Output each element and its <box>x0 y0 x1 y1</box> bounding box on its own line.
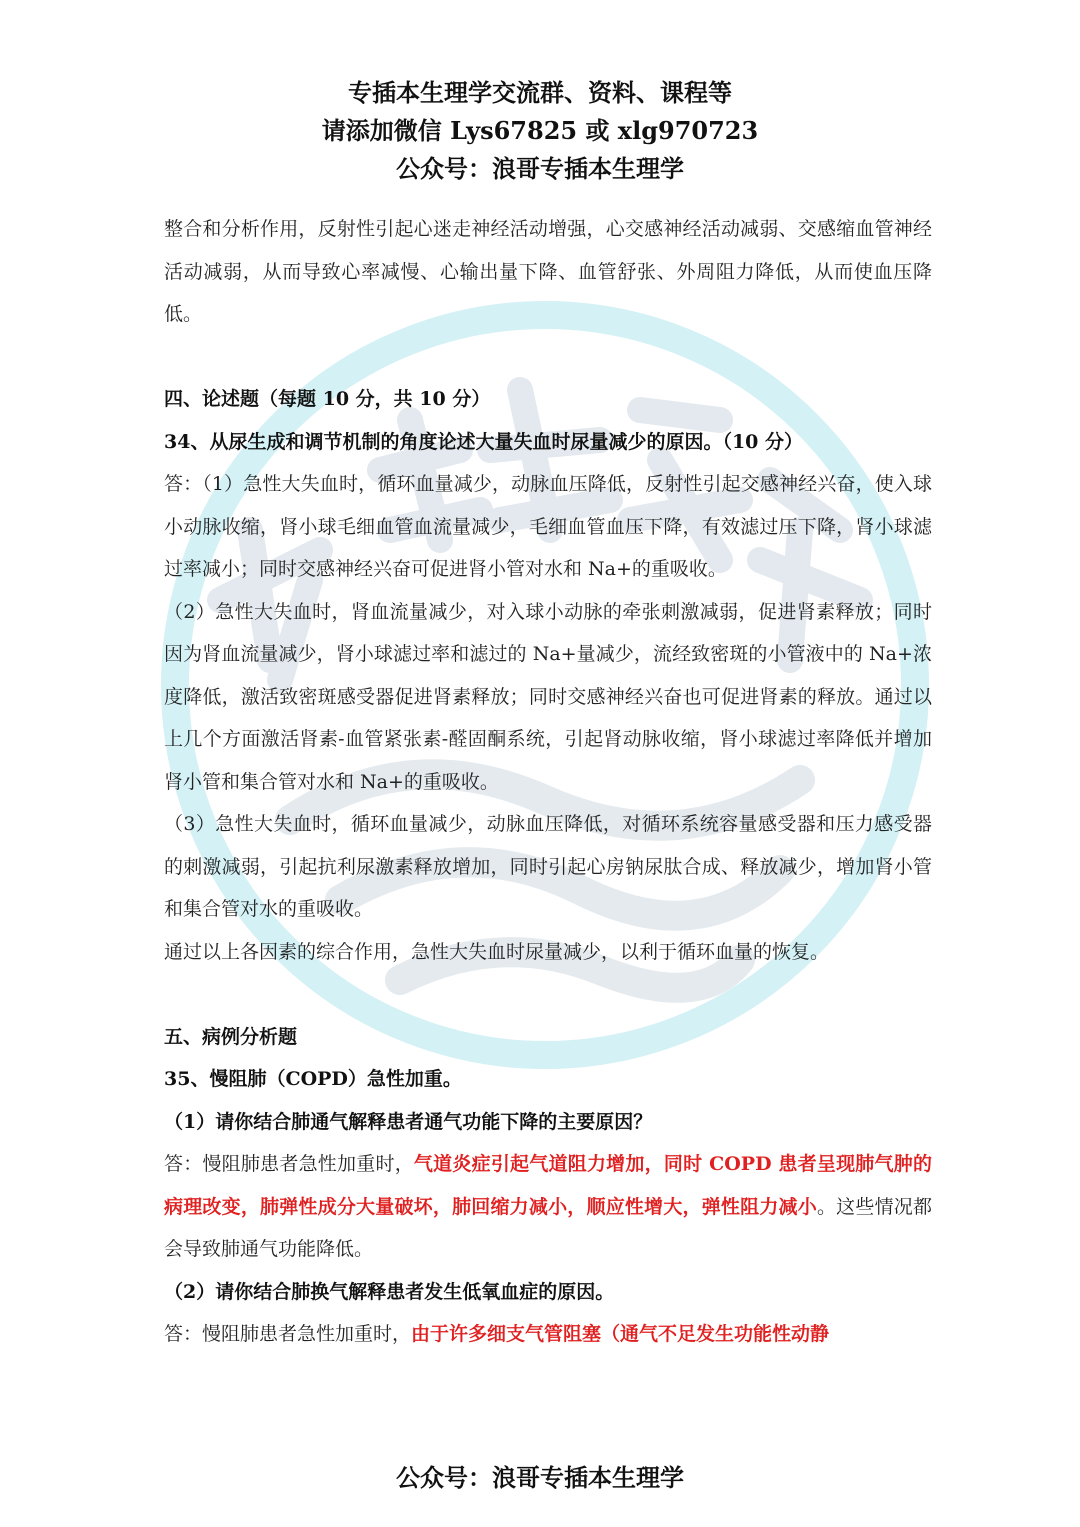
answer-2-prefix: 答：慢阻肺患者急性加重时， <box>164 1323 412 1345</box>
header-promo-line: 专插本生理学交流群、资料、课程等 <box>348 78 732 107</box>
question-35-answer-2 <box>164 1313 932 1356</box>
question-35-sub-1: （1）请你结合肺通气解释患者通气功能下降的主要原因？ <box>164 1110 653 1133</box>
answer-1-prefix: 答：慢阻肺患者急性加重时， <box>164 1153 414 1175</box>
question-34-answer-part-1: 答：（1）急性大失血时，循环血量减少，动脉血压降低，反射性引起交感神经兴奋，使入球小动脉收缩，肾小球毛细血管血流量减少，毛细血管血压下降，有效滤过压下降，肾小球滤过率减小；同时交感神经兴奋可促进肾小管对水和 Na+的重吸收。 <box>164 473 932 580</box>
answer-1-suffix: 。这些情况都会导致肺通气功能降低。 <box>164 1195 932 1260</box>
document-body <box>164 208 932 1356</box>
question-34-answer-part-3: （3）急性大失血时，循环血量减少，动脉血压降低，对循环系统容量感受器和压力感受器的刺激减弱，引起抗利尿激素释放增加，同时引起心房钠尿肽合成、释放减少，增加肾小管和集合管对水的重吸收。 <box>164 813 932 920</box>
question-34-title: 34、从尿生成和调节机制的角度论述大量失血时尿量减少的原因。（10 分） <box>164 430 803 453</box>
question-34-conclusion: 通过以上各因素的综合作用，急性大失血时尿量减少，以利于循环血量的恢复。 <box>164 940 830 963</box>
question-35-answer-1 <box>164 1143 932 1271</box>
answer-1-highlight: 气道炎症引起气道阻力增加，同时 COPD 患者呈现肺气肿的病理改变，肺弹性成分大量破坏，肺回缩力减小，顺应性增大，弹性阻力减小 <box>164 1153 932 1218</box>
question-35-title: 35、慢阻肺（COPD）急性加重。 <box>164 1068 462 1090</box>
section-5-heading: 五、病例分析题 <box>164 1025 298 1048</box>
page-footer: 公众号：浪哥专插本生理学 <box>396 1463 684 1492</box>
section-4-heading: 四、论述题（每题 10 分，共 10 分） <box>164 388 491 410</box>
header-account-line: 公众号：浪哥专插本生理学 <box>396 154 684 183</box>
spacer <box>164 973 932 1016</box>
page-header <box>0 74 1080 188</box>
question-35-sub-2: （2）请你结合肺换气解释患者发生低氧血症的原因。 <box>164 1280 615 1303</box>
spacer <box>164 336 932 379</box>
answer-2-highlight: 由于许多细支气管阻塞（通气不足发生功能性动静 <box>411 1323 830 1345</box>
header-wechat-line: 请添加微信 Lys67825 或 xlg970723 <box>321 116 759 145</box>
question-34-answer-part-2: （2）急性大失血时，肾血流量减少，对入球小动脉的牵张刺激减弱，促进肾素释放；同时因为肾血流量减少，肾小球滤过率和滤过的 Na+量减少，流经致密斑的小管液中的 Na+浓度降低，激活致密斑感受器促进肾素释放；同时交感神经兴奋也可促进肾素的释放。通过以上几个方面激活肾素-血管紧张素-醛固酮系统，引起肾动脉收缩，肾小球滤过率降低并增加肾小管和集合管对水和 Na+的重吸收。 <box>164 600 932 793</box>
intro-paragraph: 整合和分析作用，反射性引起心迷走神经活动增强，心交感神经活动减弱、交感缩血管神经活动减弱，从而导致心率减慢、心输出量下降、血管舒张、外周阻力降低，从而使血压降低。 <box>164 218 932 325</box>
